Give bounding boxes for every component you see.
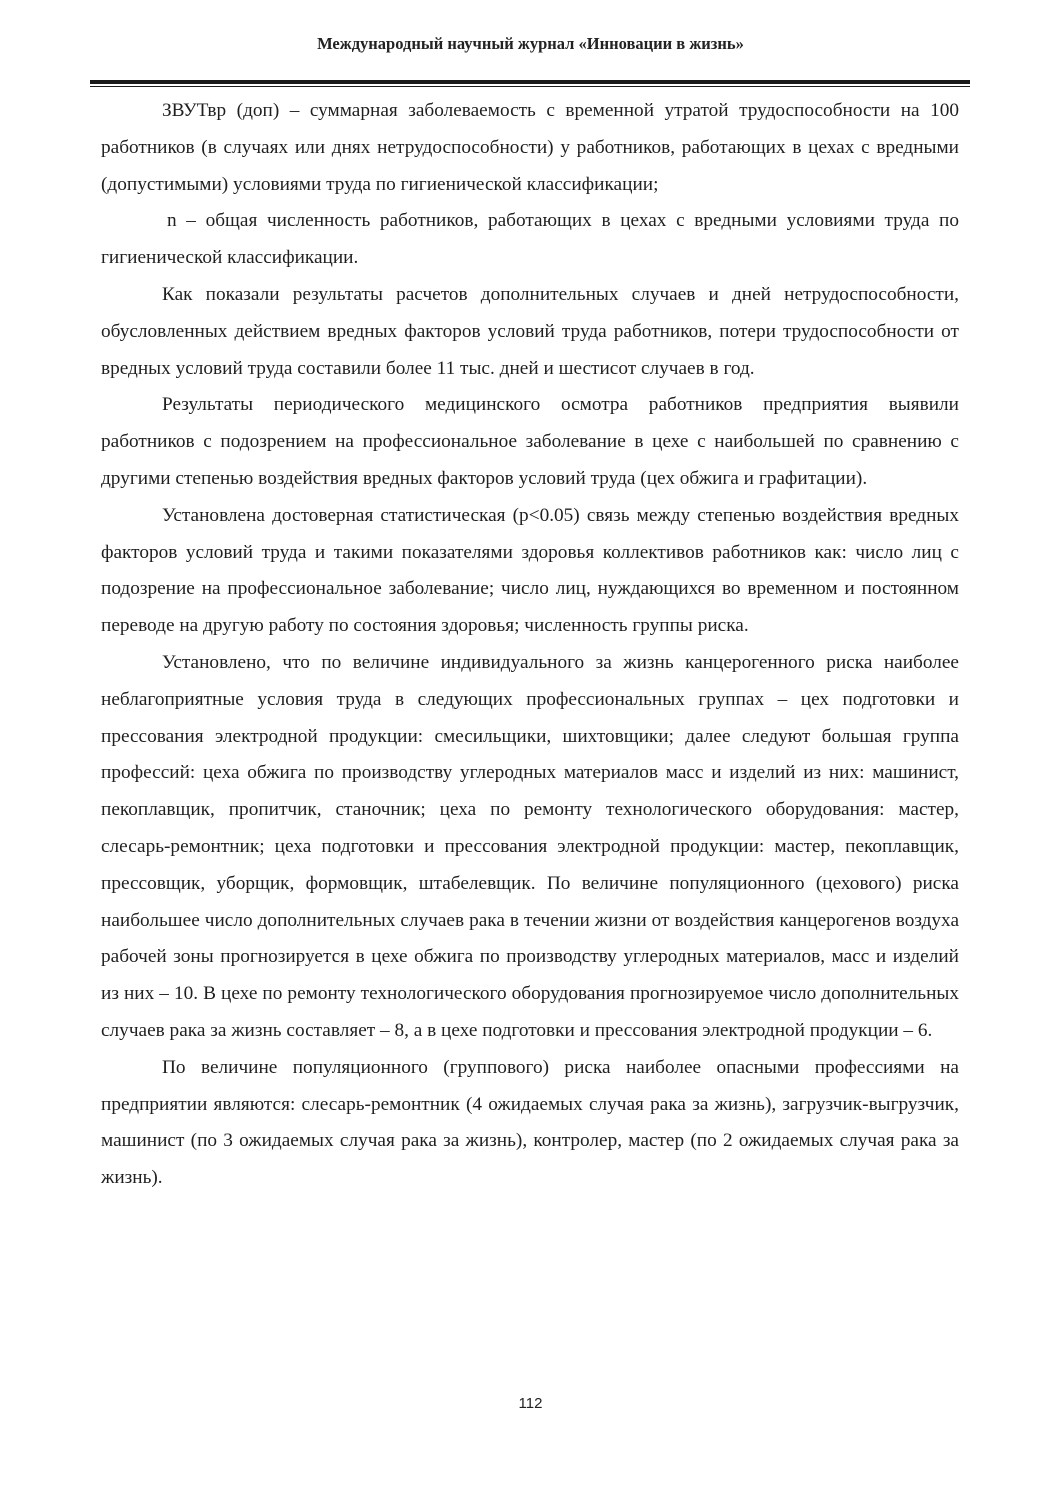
paragraph-calculation-results: Как показали результаты расчетов дополнительных случаев и дней нетрудоспособности, обусловленных действием вредных факторов условий труда работников, потери трудоспособности от вредных условий труда составили более 11 тыс. дней и шестисот случаев в год. — [101, 283, 959, 379]
article-body — [101, 93, 959, 1197]
paragraph-n-definition: n – общая численность работников, работающих в цехах с вредными условиями труда по гигиенической классификации. — [101, 210, 959, 269]
paragraph-medical-exam: Результаты периодического медицинского осмотра работников предприятия выявили работников с подозрением на профессиональное заболевание в цехе с наибольшей по сравнению с другими степенью воздействия вредных факторов условий труда (цех обжига и графитации). — [101, 394, 959, 489]
paragraph-statistical-link: Установлена достоверная статистическая (p<0.05) связь между степенью воздействия вредных факторов условий труда и такими показателями здоровья коллективов работников как: число лиц с подозрение на профессиональное заболевание; число лиц, нуждающихся во временном и постоянном переводе на другую работу по состояния здоровья; численность группы риска. — [101, 504, 959, 637]
paragraph-population-risk: По величине популяционного (группового) риска наиболее опасными профессиями на предприятии являются: слесарь-ремонтник (4 ожидаемых случая рака за жизнь), загрузчик-выгрузчик, машинист (по 3 ожидаемых случая рака за жизнь), контролер, мастер (по 2 ожидаемых случая рака за жизнь). — [101, 1056, 959, 1189]
paragraph-zvut-definition: ЗВУТвр (доп) – суммарная заболеваемость с временной утратой трудоспособности на 100 работников (в случаях или днях нетрудоспособности) у работников, работающих в цехах с вредными (допустимыми) условиями труда по гигиенической классификации; — [101, 100, 959, 195]
page-number: 112 — [518, 1395, 543, 1412]
journal-header: Международный научный журнал «Инновации в жизнь» — [317, 34, 744, 53]
header-rule-thick — [90, 80, 970, 84]
header-rule-thin — [90, 86, 970, 87]
paragraph-carcinogenic-risk: Установлено, что по величине индивидуального за жизнь канцерогенного риска наиболее неблагоприятные условия труда в следующих профессиональных группах – цех подготовки и прессования электродной продукции: смесильщики, шихтовщики; далее следуют большая группа профессий: цеха обжига по производству углеродных материалов масс и изделий из них: машинист, пекоплавщик, пропитчик, станочник; цеха по ремонту технологического оборудования: мастер, слесарь-ремонтник; цеха подготовки и прессования электродной продукции: мастер, пекоплавщик, прессовщик, уборщик, формовщик, штабелевщик. По величине популяционного (цехового) риска наибольшее число дополнительных случаев рака в течении жизни от воздействия канцерогенов воздуха рабочей зоны прогнозируется в цехе обжига по производству углеродных материалов, масс и изделий из них – 10. В цехе по ремонту технологического оборудования прогнозируемое число дополнительных случаев рака за жизнь составляет – 8, а в цехе подготовки и прессования электродной продукции – 6. — [101, 651, 959, 1041]
